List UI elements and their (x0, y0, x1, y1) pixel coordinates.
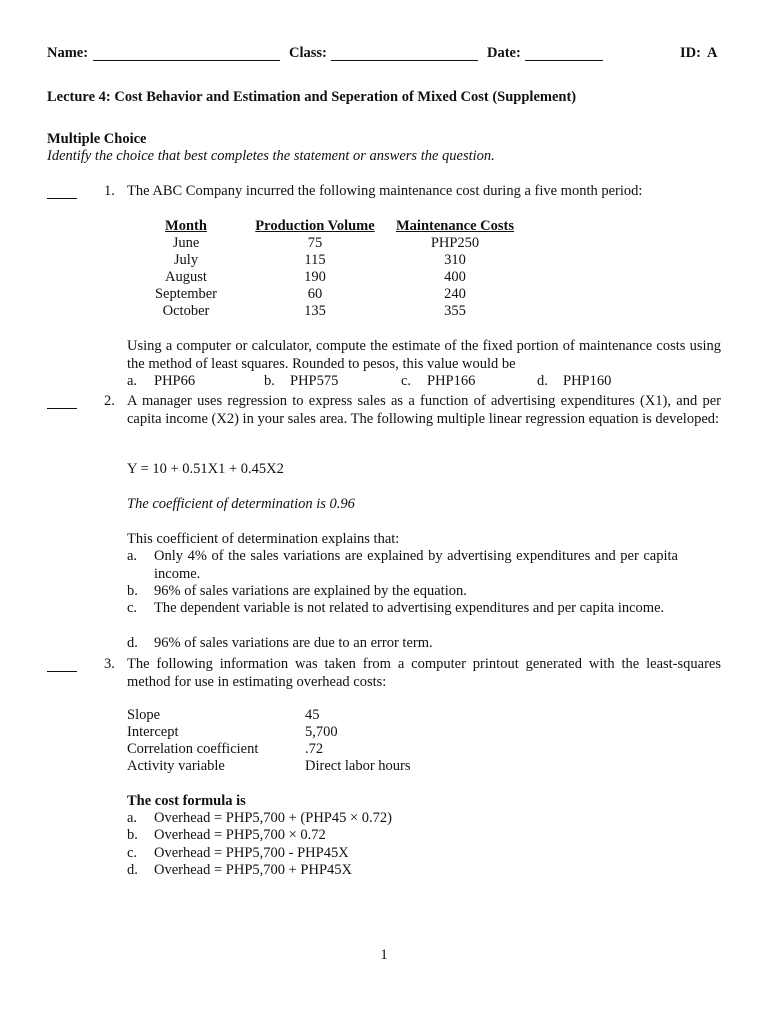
class-field (331, 60, 478, 61)
id-label: ID: (680, 45, 701, 61)
table-cell: August (165, 269, 207, 285)
answer-blank (47, 198, 77, 199)
choice-text: Overhead = PHP5,700 - PHP45X (154, 845, 349, 861)
section-heading: Multiple Choice (47, 131, 147, 147)
choice-letter: a. (127, 373, 138, 389)
class-label: Class: (289, 45, 327, 61)
page-number: 1 (380, 947, 388, 963)
data-value: 5,700 (305, 724, 338, 740)
table-cell: 400 (444, 269, 466, 285)
table-cell: July (173, 252, 199, 268)
date-label: Date: (487, 45, 521, 61)
choice-letter: c. (127, 600, 138, 616)
choice-letter: b. (264, 373, 275, 389)
determination-note: The coefficient of determination is 0.96 (127, 496, 355, 512)
choice-text: PHP160 (563, 373, 612, 389)
question-number: 2. (104, 393, 115, 409)
question-stem: A manager uses regression to express sales as a function of advertising expenditures (X1), and per capita income (X2) in your sales area. The following multiple linear regression equation is developed: (127, 393, 721, 427)
question-prompt: Using a computer or calculator, compute the estimate of the fixed portion of maintenance costs using the method of least squares. Rounded to pesos, this value would be (127, 338, 721, 372)
table-cell: September (154, 286, 217, 302)
table-header: Month (165, 218, 207, 234)
table-header: Production Volume (255, 218, 375, 234)
choice-text: PHP66 (154, 373, 196, 389)
name-label: Name: (47, 45, 89, 61)
choice-text: Only 4% of the sales variations are explained by advertising expenditures and per capita income. (154, 548, 678, 582)
answer-blank (47, 408, 77, 409)
table-cell: 190 (304, 269, 326, 285)
data-label: Correlation coefficient (127, 741, 259, 757)
choice-letter: c. (127, 845, 138, 861)
choices-lead: This coefficient of determination explains that: (127, 531, 400, 547)
answer-blank (47, 671, 77, 672)
question-stem: The ABC Company incurred the following maintenance cost during a five month period: (127, 183, 643, 199)
choice-text: 96% of sales variations are due to an error term. (154, 635, 433, 651)
table-cell: 355 (444, 303, 466, 319)
table-cell: 135 (304, 303, 326, 319)
choice-letter: d. (127, 635, 138, 651)
table-cell: June (172, 235, 200, 251)
question-stem: The following information was taken from a computer printout generated with the least-squares method for use in estimating overhead costs: (127, 656, 721, 690)
choice-letter: d. (127, 862, 138, 878)
data-value: .72 (305, 741, 324, 757)
choice-text: PHP575 (290, 373, 339, 389)
choice-letter: c. (401, 373, 412, 389)
question-number: 3. (104, 656, 115, 672)
data-value: 45 (305, 707, 320, 723)
id-value: A (707, 45, 718, 61)
choice-letter: b. (127, 583, 138, 599)
choice-text: 96% of sales variations are explained by the equation. (154, 583, 467, 599)
question-number: 1. (104, 183, 115, 199)
table-header: Maintenance Costs (395, 218, 514, 234)
choice-letter: b. (127, 827, 138, 843)
section-instruction: Identify the choice that best completes the statement or answers the question. (47, 148, 495, 164)
choice-letter: a. (127, 810, 138, 826)
lecture-title: Lecture 4: Cost Behavior and Estimation and Seperation of Mixed Cost (Supplement) (47, 89, 577, 105)
data-label: Activity variable (127, 758, 225, 774)
choice-text: The dependent variable is not related to advertising expenditures and per capita income. (154, 600, 665, 616)
choice-text: Overhead = PHP5,700 + PHP45X (154, 862, 353, 878)
data-value: Direct labor hours (305, 758, 411, 774)
choice-letter: a. (127, 548, 138, 564)
table-cell: 310 (444, 252, 466, 268)
table-cell: October (162, 303, 210, 319)
choices-lead: The cost formula is (127, 793, 246, 809)
table-cell: 75 (307, 235, 323, 251)
data-label: Slope (127, 707, 161, 723)
data-label: Intercept (127, 724, 179, 740)
name-field (93, 60, 280, 61)
table-cell: 60 (307, 286, 323, 302)
choice-text: PHP166 (427, 373, 476, 389)
table-cell: 240 (444, 286, 466, 302)
regression-equation: Y = 10 + 0.51X1 + 0.45X2 (127, 461, 284, 477)
choice-text: Overhead = PHP5,700 × 0.72 (154, 827, 326, 843)
choice-text: Overhead = PHP5,700 + (PHP45 × 0.72) (154, 810, 392, 826)
date-field (525, 60, 603, 61)
table-cell: 115 (304, 252, 326, 268)
choice-letter: d. (537, 373, 548, 389)
table-cell: PHP250 (430, 235, 480, 251)
